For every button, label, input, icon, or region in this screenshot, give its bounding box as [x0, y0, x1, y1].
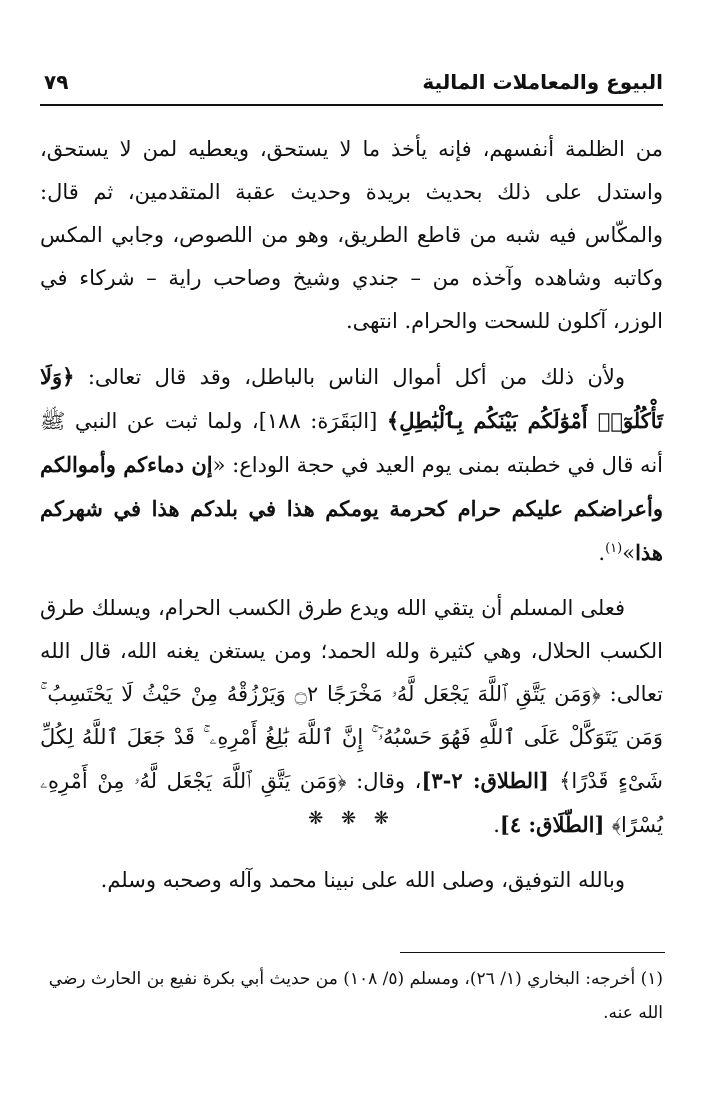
verse-reference-baqarah: [البَقَرَة: ١٨٨] [258, 409, 387, 433]
footnote-marker: (١) [605, 541, 623, 556]
paragraph-3-intro: فعلى المسلم أن يتقي الله ويدع طرق الكسب الحرام، ويسلك طرق الكسب الحلال، وهي كثيرة ولله الحمد؛ ومن يستغن يغنه الله، قال الله تعالى: [40, 596, 664, 706]
paragraph-1: من الظلمة أنفسهم، فإنه يأخذ ما لا يستحق، ويعطيه لمن لا يستحق، واستدل على ذلك بحديث بريدة وحديث عقبة المتقدمين، ثم قال: والمكّاس فيه شبه من قاطع الطريق، وهو من اللصوص، وجابي المكس وكاتبه وشاهده وآخذه من – جندي وشيخ وصاحب راية – شركاء في الوزر، آكلون للسحت والحرام. انتهى. [40, 137, 663, 333]
page-header [40, 66, 663, 106]
quran-verse-talaq-2-3: ﴿وَمَن يَتَّقِ ٱللَّهَ يَجْعَل لَّهُۥ مَخْرَجًا ۝٢ وَيَرْزُقْهُ مِنْ حَيْثُ لَا يَحْتَسِبُ ۚ وَمَن يَتَوَكَّلْ عَلَى ٱللَّهِ فَهُوَ حَسْبُهُۥٓ ۚ إِنَّ ٱللَّهَ بَٰلِغُ أَمْرِهِۦ ۚ قَدْ جَعَلَ ٱللَّهُ لِكُلِّ شَىْءٍ قَدْرًا﴾ [40, 682, 663, 793]
paragraph-3-end: . [493, 813, 500, 837]
paragraph-4: وبالله التوفيق، وصلى الله على نبينا محمد وآله وصحبه وسلم. [100, 868, 625, 892]
section-separator: ❋ ❋ ❋ [308, 808, 395, 829]
main-text [40, 128, 663, 914]
quran-verse-talaq-4: ﴿وَمَن يَتَّقِ ٱللَّهَ يَجْعَل لَّهُۥ مِنْ أَمْرِهِۦ يُسْرًا﴾ [40, 769, 663, 837]
paragraph-2-intro: ولأن ذلك من أكل أموال الناس بالباطل، وقد قال تعالى: [74, 365, 625, 389]
footnote-divider [400, 952, 665, 953]
paragraph-3-middle: ، وقال: [346, 769, 422, 793]
running-title: البيوع والمعاملات المالية [422, 70, 663, 94]
verse-reference-talaq-4: [الطّلَاق: ٤] [499, 812, 612, 837]
hadith-text: إن دماءكم وأموالكم وأعراضكم عليكم حرام كحرمة يومكم هذا في بلدكم هذا في شهركم هذا [40, 452, 663, 565]
hadith-close-quote: » [622, 541, 636, 565]
verse-reference-talaq-2-3: [الطلاق: ٢-٣] [421, 768, 560, 793]
page-number: ٧٩ [44, 70, 69, 94]
paragraph-2-middle: ، ولما ثبت عن النبي ﷺ أنه قال في خطبته بمنى يوم العيد في حجة الوداع: « [40, 409, 663, 477]
footnote: (١) أخرجه: البخاري (١/ ٢٦)، ومسلم (٥/ ١٠٨) من حديث أبي بكرة نفيع بن الحارث رضي الله عنه. [48, 969, 663, 1023]
header-divider [40, 104, 663, 106]
quran-verse-baqarah: ﴿وَلَا تَأْكُلُوٓا۟ أَمْوَٰلَكُم بَيْنَكُم بِٱلْبَٰطِلِ﴾ [40, 364, 663, 433]
paragraph-2: ولأن ذلك من أكل أموال الناس بالباطل، وقد قال تعالى: ﴿وَلَا تَأْكُلُوٓا۟ أَمْوَٰلَكُم بَيْنَكُم بِٱلْبَٰطِلِ﴾ [البَقَرَة: ١٨٨]، ولما ثبت عن النبي ﷺ أنه قال في خطبته بمنى يوم العيد في حجة الوداع: «إن دماءكم وأموالكم وأعراضكم عليكم حرام كحرمة يومكم هذا في بلدكم هذا في شهركم هذا»$^{(١)}$. [40, 364, 663, 565]
